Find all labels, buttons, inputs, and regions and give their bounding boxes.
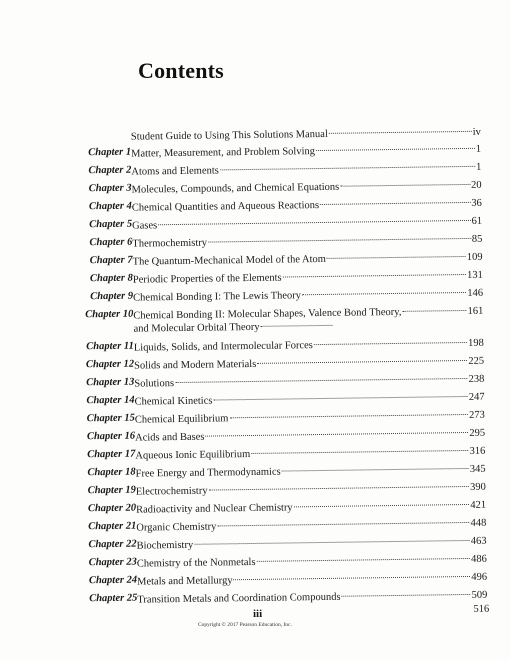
toc-entry-title: Biochemistry [136, 539, 194, 552]
toc-entry-title: Electrochemistry [135, 485, 208, 498]
toc-entry-title: Acids and Bases [135, 431, 205, 444]
dot-leader [175, 378, 468, 383]
dot-leader [257, 558, 471, 562]
toc-entry-title: Solids and Modern Materials [133, 358, 257, 372]
toc-entry [132, 233, 482, 252]
dot-leader [208, 238, 471, 243]
toc-entry-page: 198 [467, 337, 484, 349]
toc-entry-title: Atoms and Elements [131, 165, 219, 178]
dot-leader [327, 256, 466, 259]
toc-entry [136, 535, 486, 554]
toc-entry-title: Chemical Kinetics [134, 395, 213, 408]
toc-entry-title: The Quantum-Mechanical Model of the Atom [132, 253, 327, 268]
toc-entry-title: Free Energy and Thermodynamics [135, 466, 281, 480]
toc-entry-title: Student Guide to Using This Solutions Manual [130, 128, 328, 143]
toc-entry-page: 247 [468, 391, 485, 403]
toc-entry-title: Gases [132, 220, 158, 232]
toc-entry-page: 448 [470, 517, 487, 529]
toc-entry-title: Chemical Quantities and Aqueous Reactions [131, 200, 320, 214]
toc-entry-title-line2: and Molecular Orbital Theory [133, 321, 260, 335]
toc-entry [132, 179, 482, 198]
copyright-notice: Copyright © 2017 Pearson Education, Inc. [198, 622, 292, 628]
toc-entry-page: 345 [469, 463, 486, 475]
toc-entry-page: 20 [471, 179, 482, 191]
chapter-number: Chapter 23 [88, 556, 137, 569]
chapter-number: Chapter 21 [88, 520, 137, 533]
dot-leader [217, 522, 469, 527]
toc-trailing-page [473, 603, 489, 617]
dot-leader [282, 468, 469, 472]
dot-leader [342, 594, 471, 597]
toc-entry-page: 1 [476, 161, 482, 173]
dot-leader [220, 166, 475, 171]
dot-leader [234, 576, 471, 580]
chapter-number: Chapter 11 [86, 340, 134, 353]
toc-entry-title: Liquids, Solids, and Intermolecular Forces [133, 340, 313, 354]
toc-entry [133, 287, 483, 306]
toc-entry-title: Radioactivity and Nuclear Chemistry [136, 502, 293, 516]
toc-entry-page: 509 [471, 589, 488, 601]
chapter-number: Chapter 25 [89, 592, 138, 605]
toc-entry-title: Periodic Properties of the Elements [132, 272, 282, 286]
toc-entry [131, 161, 481, 180]
toc-entry-page: 390 [469, 481, 486, 493]
toc-entry-page: 131 [467, 269, 483, 281]
toc-entry-continuation [133, 320, 333, 337]
chapter-number: Chapter 24 [88, 574, 138, 587]
toc-entry-page: 109 [466, 251, 483, 263]
toc-entry [134, 355, 484, 374]
dot-leader [261, 325, 333, 327]
toc-entry [134, 337, 484, 356]
toc-entry-page: 463 [470, 535, 487, 547]
toc-entry-page: 496 [471, 571, 488, 583]
toc-entry-title: Chemical Equilibrium [134, 413, 229, 426]
chapter-number: Chapter 14 [86, 394, 135, 407]
toc-entry [136, 481, 486, 500]
toc-entry-page: 85 [471, 233, 483, 245]
toc-entry [134, 391, 484, 410]
toc-entry-page: 161 [467, 305, 484, 317]
toc-entry-title: Metals and Metallurgy [137, 575, 233, 588]
toc-entry-guide [131, 126, 481, 145]
dot-leader [209, 486, 470, 491]
chapter-number: Chapter 4 [88, 200, 132, 213]
dot-leader [320, 202, 470, 205]
dot-leader [229, 414, 468, 418]
chapter-number: Chapter 5 [89, 218, 133, 231]
toc-entry-title: Aqueous Ionic Equilibrium [135, 449, 251, 462]
chapter-number: Chapter 7 [89, 254, 133, 267]
toc-entry [137, 553, 487, 572]
toc-entry-title: Matter, Measurement, and Problem Solving [131, 146, 316, 160]
toc-entry-title: Chemical Bonding I: The Lewis Theory [133, 290, 302, 304]
toc-entry-title: Chemical Bonding II: Molecular Shapes, Valence Bond Theory, [133, 306, 402, 322]
page-title: Contents [138, 58, 224, 83]
dot-leader [340, 184, 470, 187]
toc-entry [134, 373, 484, 392]
toc-entry [135, 463, 485, 482]
dot-leader [257, 360, 467, 364]
dot-leader [294, 504, 470, 507]
toc-entry-title: Chemistry of the Nonmetals [136, 556, 256, 570]
toc-entry-page: iv [472, 126, 481, 138]
toc-entry [132, 215, 482, 234]
dot-leader [283, 274, 467, 278]
toc-entry [133, 251, 483, 270]
dot-leader [158, 220, 470, 225]
toc-entry-page: 61 [471, 215, 483, 227]
toc-entry-title: Transition Metals and Coordination Compounds [137, 591, 341, 606]
chapter-number: Chapter 3 [88, 182, 132, 195]
chapter-number: Chapter 1 [88, 146, 132, 159]
chapter-number: Chapter 18 [87, 466, 136, 479]
dot-leader [194, 540, 470, 545]
dot-leader [213, 396, 467, 401]
dot-leader [329, 131, 472, 134]
chapter-number: Chapter 12 [85, 358, 135, 371]
toc-entry [133, 269, 483, 288]
toc-entry [137, 589, 487, 608]
toc-entry-page: 238 [468, 373, 485, 385]
toc-entry-page: 421 [470, 499, 487, 511]
chapter-number: Chapter 17 [87, 448, 136, 461]
chapter-number: Chapter 13 [86, 376, 135, 389]
dot-leader [205, 432, 468, 437]
dot-leader [402, 310, 466, 312]
toc-entry-page: 516 [473, 603, 490, 615]
toc-entry-title: Thermochemistry [132, 237, 208, 250]
chapter-number: Chapter 22 [88, 538, 137, 551]
toc-entry [136, 499, 486, 518]
chapter-number: Chapter 16 [86, 430, 136, 443]
toc-entry-page: 316 [469, 445, 486, 457]
toc-entry-page: 295 [469, 427, 486, 439]
toc-entry-page: 486 [470, 553, 487, 565]
page-number: iii [253, 608, 263, 620]
chapter-number: Chapter 20 [87, 502, 137, 515]
toc-entry [136, 517, 486, 536]
toc-entry [135, 409, 485, 428]
dot-leader [314, 342, 467, 345]
toc-entry [131, 143, 481, 162]
toc-entry-page: 36 [471, 197, 482, 209]
chapter-number: Chapter 8 [89, 272, 133, 285]
chapter-number: Chapter 6 [89, 236, 133, 249]
chapter-number: Chapter 2 [88, 164, 132, 177]
dot-leader [251, 450, 468, 454]
toc-entry-page: 273 [468, 409, 485, 421]
toc-entry-page: 225 [468, 355, 485, 367]
toc-entry [135, 427, 485, 446]
dot-leader [316, 148, 475, 151]
toc-entry-page: 1 [475, 143, 482, 155]
chapter-number: Chapter 19 [87, 484, 136, 497]
toc-entry-title: Molecules, Compounds, and Chemical Equations [131, 181, 340, 196]
chapter-number: Chapter 15 [86, 412, 135, 425]
chapter-number: Chapter 9 [90, 290, 134, 303]
toc-entry-title: Organic Chemistry [136, 521, 217, 534]
dot-leader [302, 292, 466, 295]
toc-entry [135, 445, 485, 464]
chapter-number: Chapter 10 [85, 308, 134, 321]
toc-entry [132, 197, 482, 216]
toc-entry [137, 571, 487, 590]
toc-entry-page: 146 [467, 287, 484, 299]
toc-entry-title: Solutions [134, 378, 175, 390]
